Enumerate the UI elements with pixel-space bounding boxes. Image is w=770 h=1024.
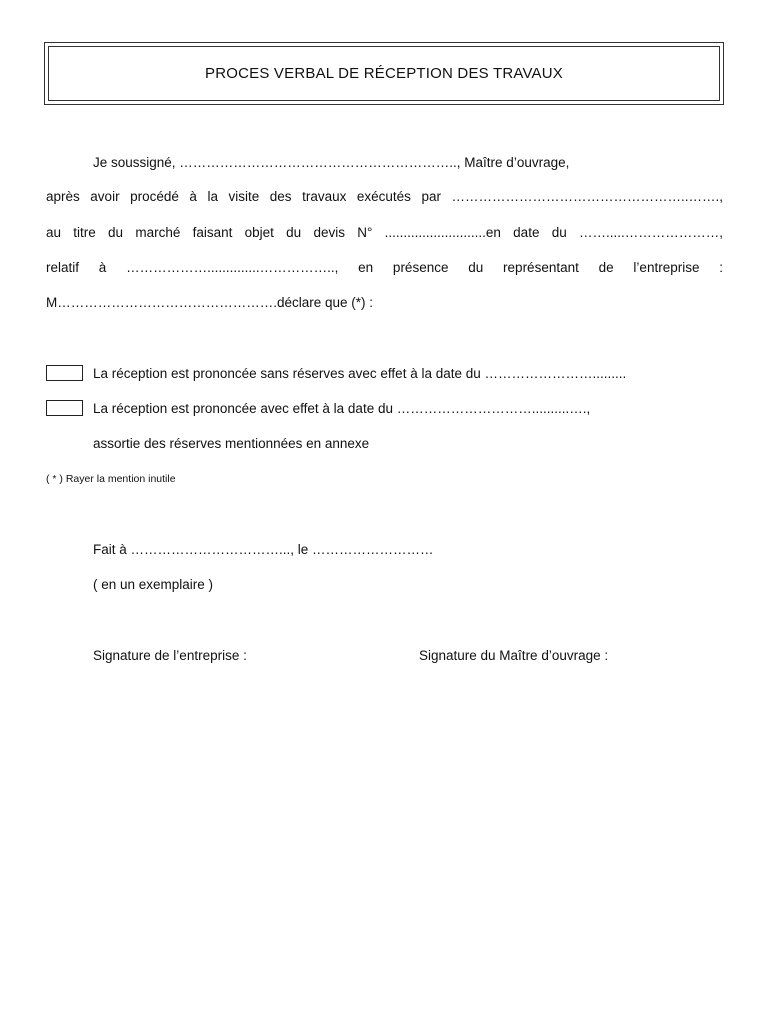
paragraph-line-1: Je soussigné, …………………………………………………….., Maître d’ouvrage,: [93, 155, 570, 170]
option-avec-reserves-label: La réception est prononcée avec effet à la date du …………………………..........….,: [93, 401, 591, 416]
title-frame: [44, 42, 724, 105]
paragraph-line-3: au titre du marché faisant objet du devis N° ...........................en date du …….....…………………,: [46, 225, 723, 240]
document-title: PROCES VERBAL DE RÉCEPTION DES TRAVAUX: [205, 65, 563, 82]
title-frame-inner: [48, 46, 720, 101]
exemplaire-note: ( en un exemplaire ): [93, 577, 214, 592]
checkbox-sans-reserves[interactable]: [46, 365, 83, 381]
reserves-line: assortie des réserves mentionnées en annexe: [93, 436, 370, 451]
checkbox-avec-reserves[interactable]: [46, 400, 83, 416]
signature-maitre-label: Signature du Maître d’ouvrage :: [419, 648, 609, 663]
paragraph-line-2: après avoir procédé à la visite des travaux exécutés par ……………………………………………..…….,: [46, 189, 723, 204]
paragraph-line-5: M………………………………………….déclare que (*) :: [46, 295, 374, 310]
paragraph-line-4: relatif à ………………..............…………….., en présence du représentant de l’entreprise :: [46, 260, 723, 275]
signature-entreprise-label: Signature de l’entreprise :: [93, 648, 247, 663]
footnote: ( * ) Rayer la mention inutile: [46, 473, 176, 485]
option-sans-reserves-label: La réception est prononcée sans réserves avec effet à la date du …………………….........: [93, 366, 627, 381]
fait-a-line: Fait à ……………………………..., le ………………………: [93, 542, 434, 557]
